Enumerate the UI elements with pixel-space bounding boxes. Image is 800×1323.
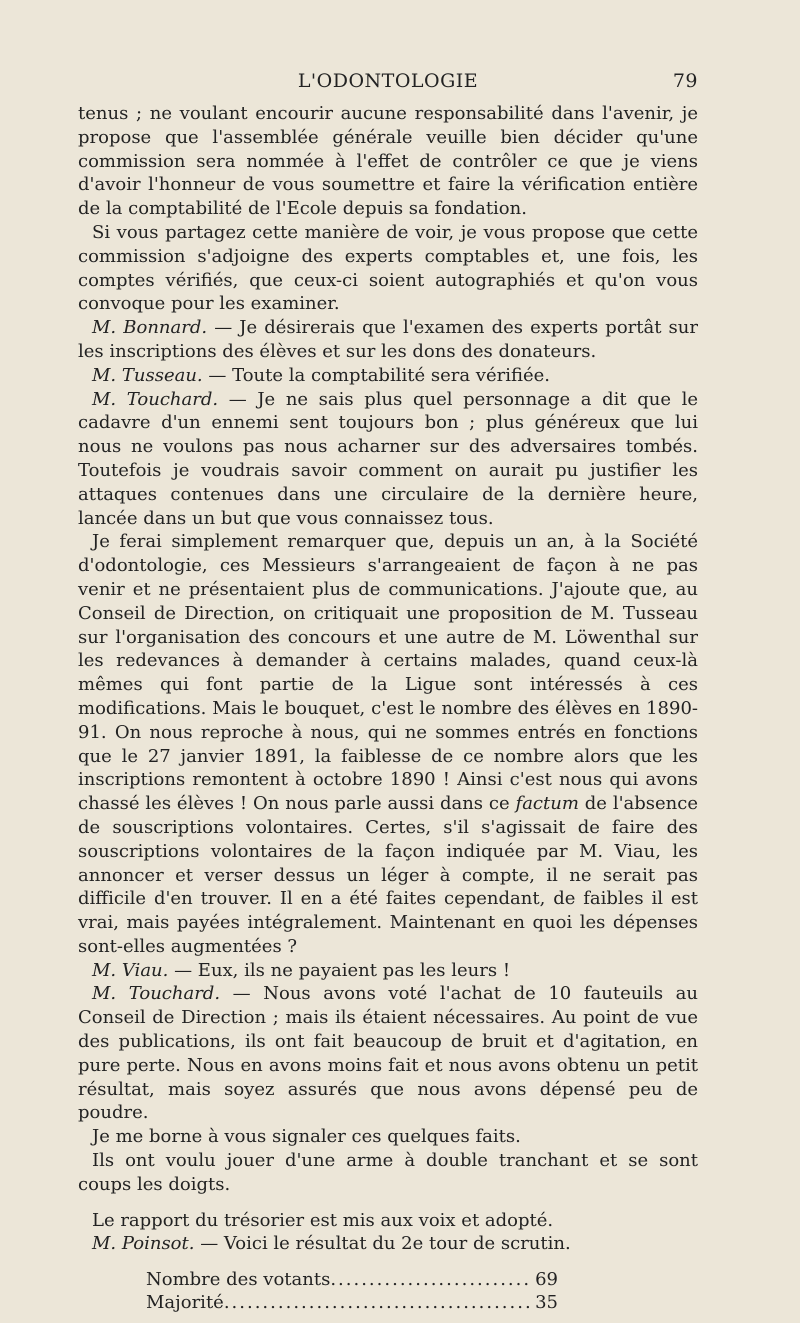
page-header bbox=[78, 70, 698, 102]
speaker-name: M. Touchard. bbox=[92, 983, 221, 1005]
paragraph bbox=[78, 1149, 698, 1197]
paragraph bbox=[78, 959, 698, 983]
paragraph bbox=[78, 530, 698, 958]
paragraph-text: — Toute la comptabilité sera vérifiée. bbox=[202, 364, 550, 386]
paragraph-text: Le rapport du trésorier est mis aux voix et adopté. bbox=[92, 1209, 554, 1231]
paragraph bbox=[78, 982, 698, 1125]
paragraph bbox=[78, 1232, 698, 1256]
paragraph-text: — Voici le résultat du 2e tour de scrutin. bbox=[194, 1233, 571, 1255]
tally-label: Majorité bbox=[146, 1292, 224, 1314]
paragraph bbox=[78, 316, 698, 364]
paragraph-text: Je me borne à vous signaler ces quelques faits. bbox=[92, 1126, 521, 1148]
paragraph-text: — Je ne sais plus quel personnage a dit que le cadavre d'un ennemi sent toujours bon ; plus généreux que lui nous ne voulons pas nous acharner sur des adversaires tombés. Toutefois je voudrais savoir comment on aurait pu justifier les attaques contenues dans une circulaire de la dernière heure, lancée dans un but que vous connaissez tous. bbox=[78, 388, 699, 529]
paragraph-text: — Eux, ils ne payaient pas les leurs ! bbox=[168, 959, 511, 981]
speaker-name: M. Tusseau. bbox=[92, 364, 203, 386]
tally-row bbox=[146, 1291, 558, 1314]
document-page bbox=[78, 70, 698, 1314]
paragraph-text: Ils ont voulu jouer d'une arme à double tranchant et se sont coups les doigts. bbox=[78, 1150, 698, 1195]
tally-value: 69 bbox=[535, 1269, 558, 1291]
paragraph-text: Je ferai simplement remarquer que, depuis un an, à la Société d'odontologie, ces Messieurs s'arrangeaient de façon à ne pas venir et ne présentaient plus de communications. J'ajoute que, au Conseil de Direction, on critiquait une proposition de M. Tusseau sur l'organisation des concours et une autre de M. Löwenthal sur les redevances à demander à certains malades, quand ceux-là mêmes qui font partie de la Ligue sont intéressés à ces modifications. Mais le bouquet, c'est le nombre des élèves en 1890-91. On nous reproche à nous, qui ne sommes entrés en fonctions que le 27 janvier 1891, la faiblesse de ce nombre alors que les inscriptions remontent à octobre 1890 ! Ainsi c'est nous qui avons chassé les élèves ! On nous parle aussi dans ce bbox=[78, 531, 698, 815]
paragraph-text: — Je désirerais que l'examen des experts portât sur les inscriptions des élèves et sur les dons des donateurs. bbox=[78, 317, 698, 362]
paragraph bbox=[78, 1209, 698, 1233]
speaker-name: M. Bonnard. bbox=[92, 317, 208, 339]
dot-leader bbox=[330, 1268, 529, 1291]
paragraph bbox=[78, 364, 698, 388]
paragraph bbox=[78, 1125, 698, 1149]
tally-row bbox=[146, 1268, 558, 1291]
italic-word: factum bbox=[515, 793, 579, 815]
paragraph bbox=[78, 102, 698, 221]
body-text bbox=[78, 102, 698, 1256]
paragraph-text: tenus ; ne voulant encourir aucune responsabilité dans l'avenir, je propose que l'assemblée générale veuille bien décider qu'une commission sera nommée à l'effet de contrôler ce que je viens d'avoir l'honneur de vous soumettre et faire la vérification entière de la comptabilité de l'Ecole depuis sa fondation. bbox=[78, 103, 698, 220]
dot-leader bbox=[224, 1291, 529, 1314]
page-number: 79 bbox=[672, 70, 698, 92]
speaker-name: M. Touchard. bbox=[92, 388, 219, 410]
paragraph-text: Si vous partagez cette manière de voir, je vous propose que cette commission s'adjoigne des experts comptables et, une fois, les comptes vérifiés, que ceux-ci soient autographiés et qu'on vous convoque pour les examiner. bbox=[78, 221, 698, 315]
paragraph bbox=[78, 221, 698, 316]
speaker-name: M. Poinsot. bbox=[92, 1233, 195, 1255]
paragraph bbox=[78, 388, 698, 531]
tally-label: Nombre des votants bbox=[146, 1269, 331, 1291]
running-title: L'ODONTOLOGIE bbox=[297, 70, 479, 92]
vote-tally bbox=[146, 1268, 558, 1314]
speaker-name: M. Viau. bbox=[92, 959, 169, 981]
paragraph-text-continued: de l'absence de souscriptions volontaires. Certes, s'il s'agissait de faire des souscriptions volontaires de la façon indiquée par M. Viau, les annoncer et verser dessus un léger à compte, il ne serait pas difficile d'en trouver. Il en a été faites cependant, de faibles il est vrai, mais payées intégralement. Maintenant en quoi les dépenses sont-elles augmentées ? bbox=[78, 793, 699, 957]
paragraph-text: — Nous avons voté l'achat de 10 fauteuils au Conseil de Direction ; mais ils étaient nécessaires. Au point de vue des publications, ils ont fait beaucoup de bruit et d'agitation, en pure perte. Nous en avons moins fait et nous avons obtenu un petit résultat, mais soyez assurés que nous avons dépensé peu de poudre. bbox=[78, 983, 698, 1124]
tally-value: 35 bbox=[535, 1292, 558, 1314]
